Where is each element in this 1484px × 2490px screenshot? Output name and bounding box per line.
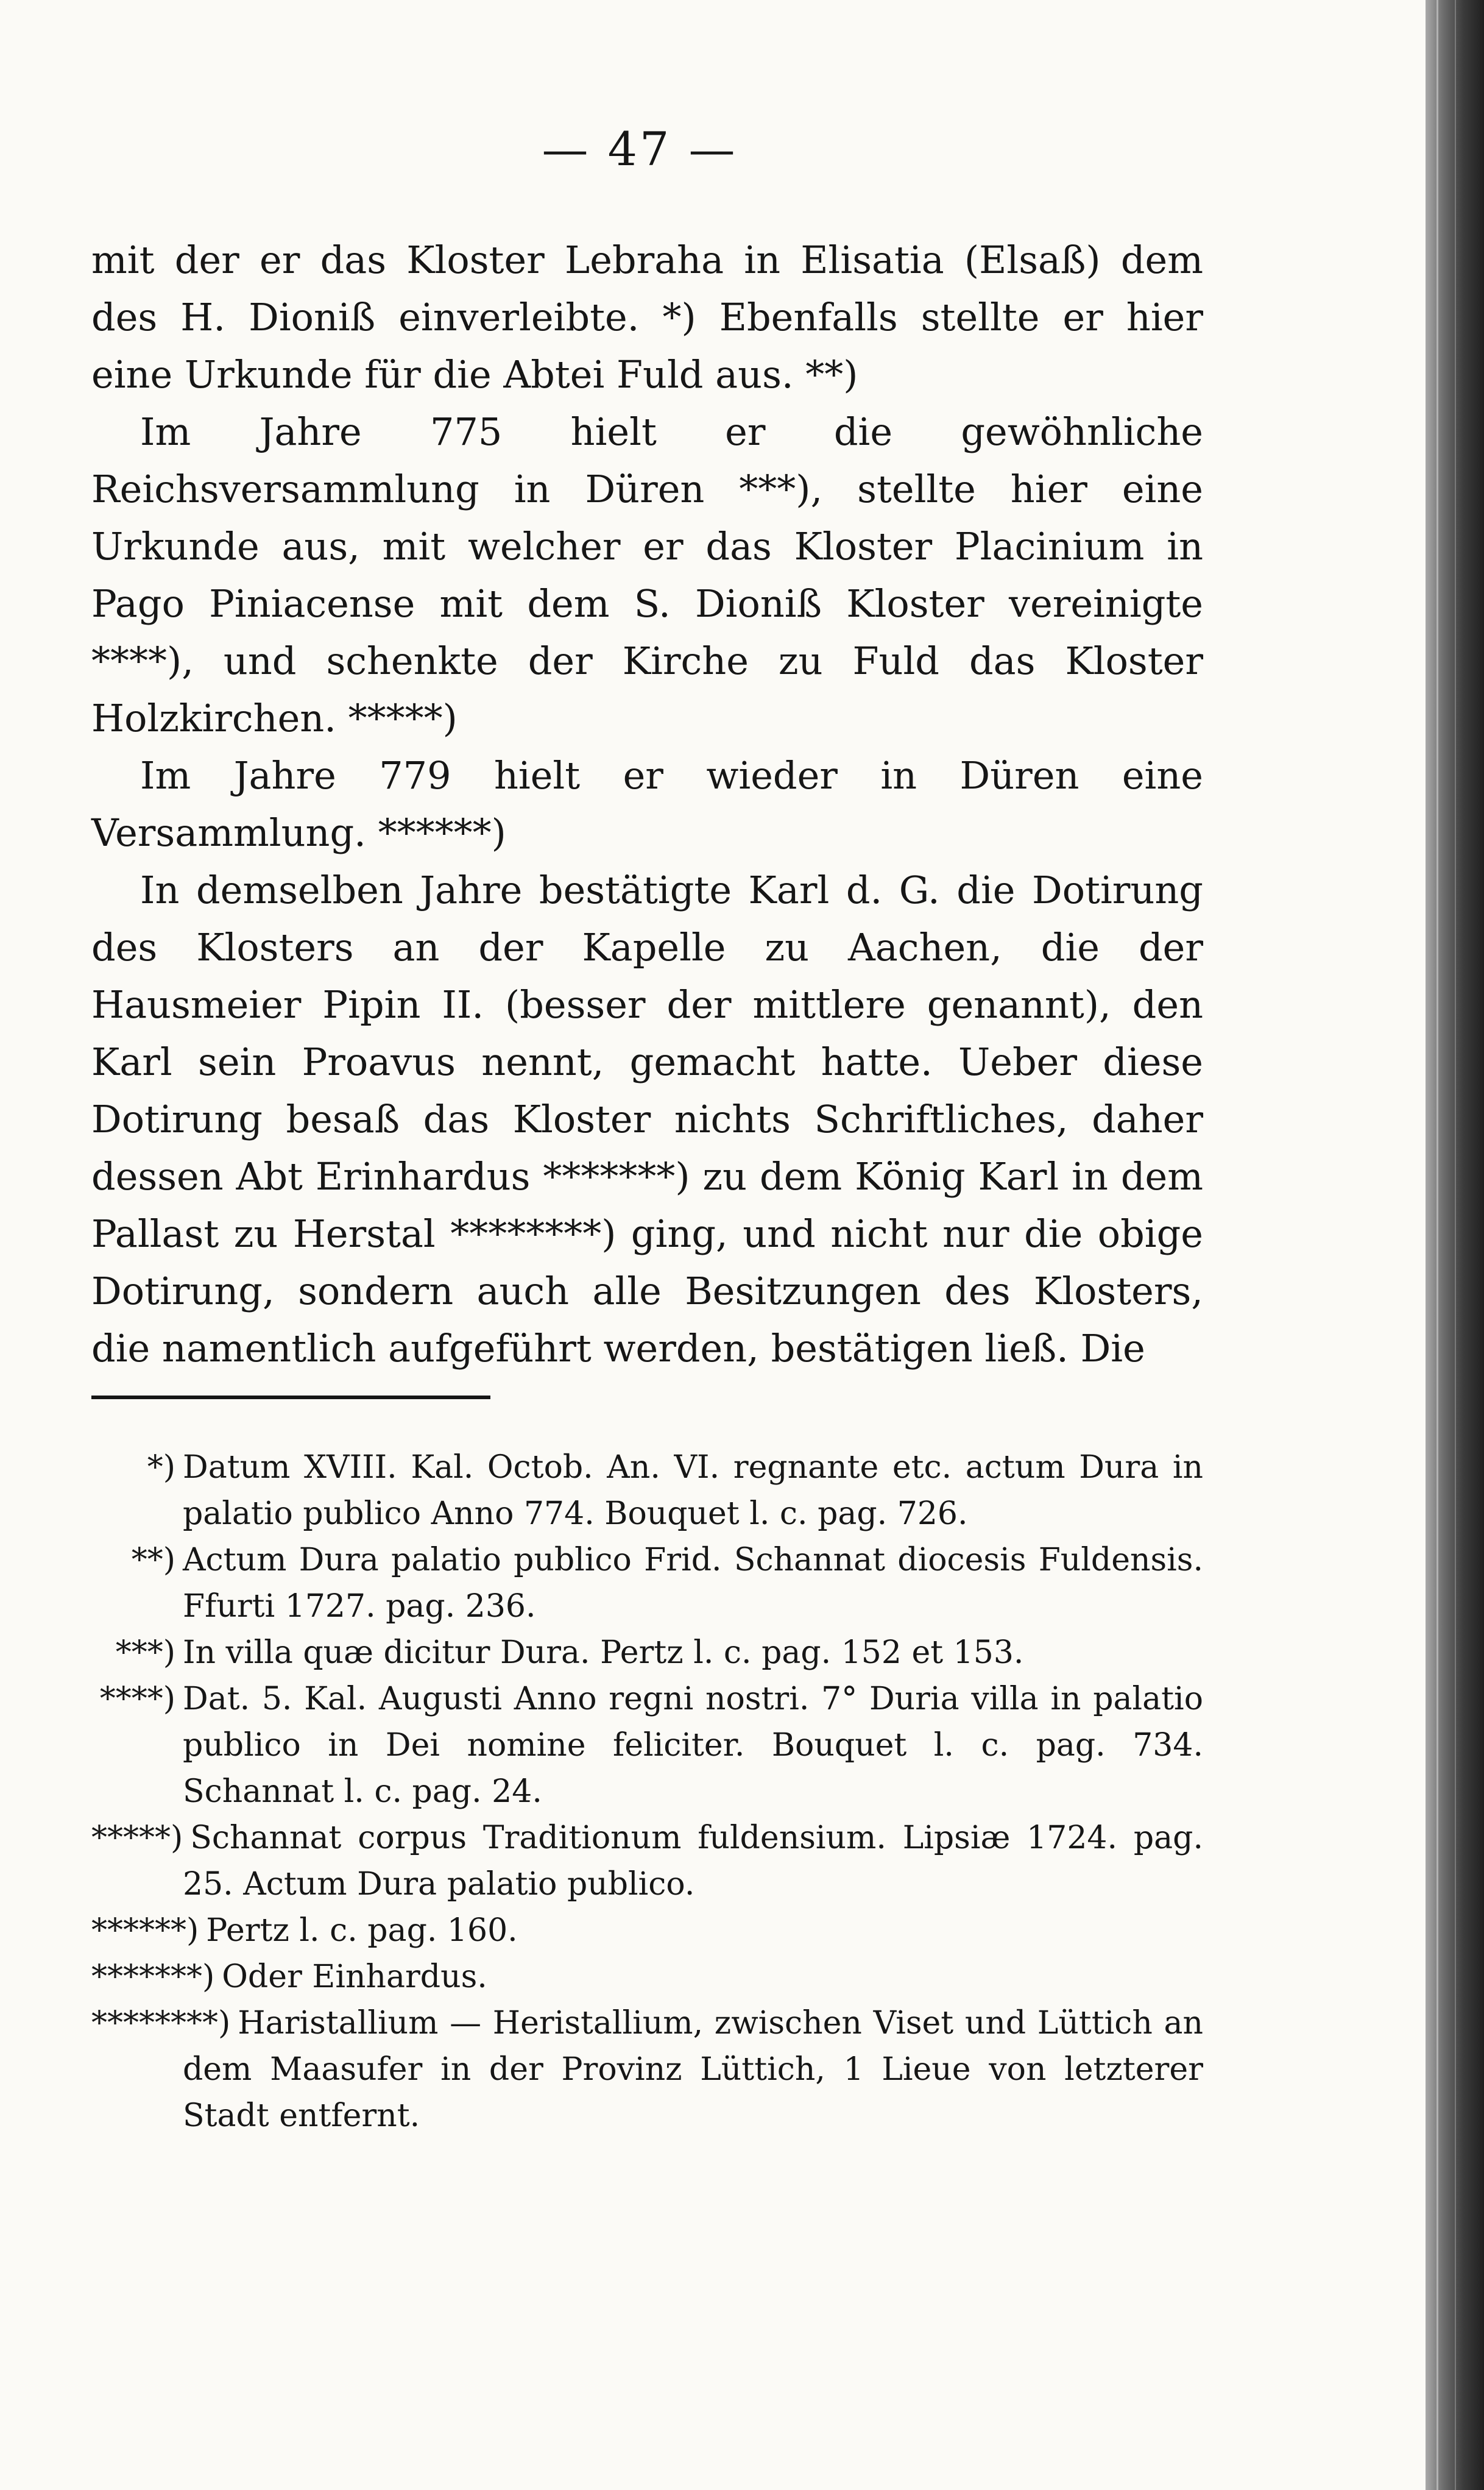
- paragraph: In demselben Jahre bestätigte Karl d. G. die Dotirung des Klosters an der Kapelle zu Aachen, die der Hausmeier Pipin II. (besser der mittlere genannt), den Karl sein Proavus nennt, gemacht hatte. Ueber diese Dotirung besaß das Kloster nichts Schriftliches, daher dessen Abt Erinhardus *******) zu dem König Karl in dem Pallast zu Herstal ********) ging, und nicht nur die obige Dotirung, sondern auch alle Besitzungen des Klosters, die namentlich aufgeführt werden, bestätigen ließ. Die: [91, 868, 1203, 1371]
- footnote-text: Pertz l. c. pag. 160.: [206, 1912, 518, 1949]
- footnote-text: Schannat corpus Traditionum fuldensium. Lipsiæ 1724. pag. 25. Actum Dura palatio publico.: [183, 1820, 1203, 1903]
- footnote-text: In villa quæ dicitur Dura. Pertz l. c. pag. 152 et 153.: [183, 1634, 1024, 1671]
- main-text: [91, 232, 1203, 1377]
- footnote: [91, 1537, 1203, 1630]
- footnote-mark: ****): [99, 1681, 175, 1717]
- footnote-text: Oder Einhardus.: [222, 1959, 487, 1995]
- footnote-mark: *******): [91, 1959, 215, 1995]
- footnote-text: Actum Dura palatio publico Frid. Schannat diocesis Fuldensis. Ffurti 1727. pag. 236.: [183, 1542, 1203, 1625]
- book-spine-edge: [1426, 0, 1484, 2490]
- footnote-mark: *****): [91, 1820, 183, 1856]
- footnote-separator: [91, 1396, 490, 1399]
- footnote-mark: ******): [91, 1912, 199, 1949]
- page-number: — 47 —: [542, 122, 738, 176]
- paragraph: mit der er das Kloster Lebraha in Elisatia (Elsaß) dem des H. Dioniß einverleibte. *) Ebenfalls stellte er hier eine Urkunde für die Abtei Fuld aus. **): [91, 238, 1203, 397]
- footnote-text: Datum XVIII. Kal. Octob. An. VI. regnante etc. actum Dura in palatio publico Anno 774. Bouquet l. c. pag. 726.: [183, 1449, 1203, 1532]
- footnote-mark: **): [131, 1542, 175, 1578]
- footnote: [91, 1907, 1203, 1954]
- paragraph: Im Jahre 779 hielt er wieder in Düren eine Versammlung. ******): [91, 753, 1203, 855]
- footnote: [91, 1444, 1203, 1537]
- footnote: [91, 1676, 1203, 1815]
- footnote-mark: ***): [115, 1634, 175, 1671]
- footnote-text: Haristallium — Heristallium, zwischen Viset und Lüttich an dem Maasufer in der Provinz Lüttich, 1 Lieue von letzterer Stadt entfernt.: [183, 2005, 1203, 2134]
- footnote: [91, 1954, 1203, 2000]
- footnote: [91, 1630, 1203, 1676]
- footnote-mark: ********): [91, 2005, 231, 2041]
- footnote-mark: *): [147, 1449, 175, 1486]
- footnote: [91, 1815, 1203, 1907]
- footnotes: [91, 1444, 1203, 2139]
- paragraph: Im Jahre 775 hielt er die gewöhnliche Reichsversammlung in Düren ***), stellte hier eine Urkunde aus, mit welcher er das Kloster Placinium in Pago Piniacense mit dem S. Dioniß Kloster vereinigte ****), und schenkte der Kirche zu Fuld das Kloster Holzkirchen. *****): [91, 410, 1203, 740]
- footnote: [91, 2000, 1203, 2139]
- footnote-text: Dat. 5. Kal. Augusti Anno regni nostri. 7° Duria villa in palatio publico in Dei nomine feliciter. Bouquet l. c. pag. 734. Schannat l. c. pag. 24.: [183, 1681, 1203, 1810]
